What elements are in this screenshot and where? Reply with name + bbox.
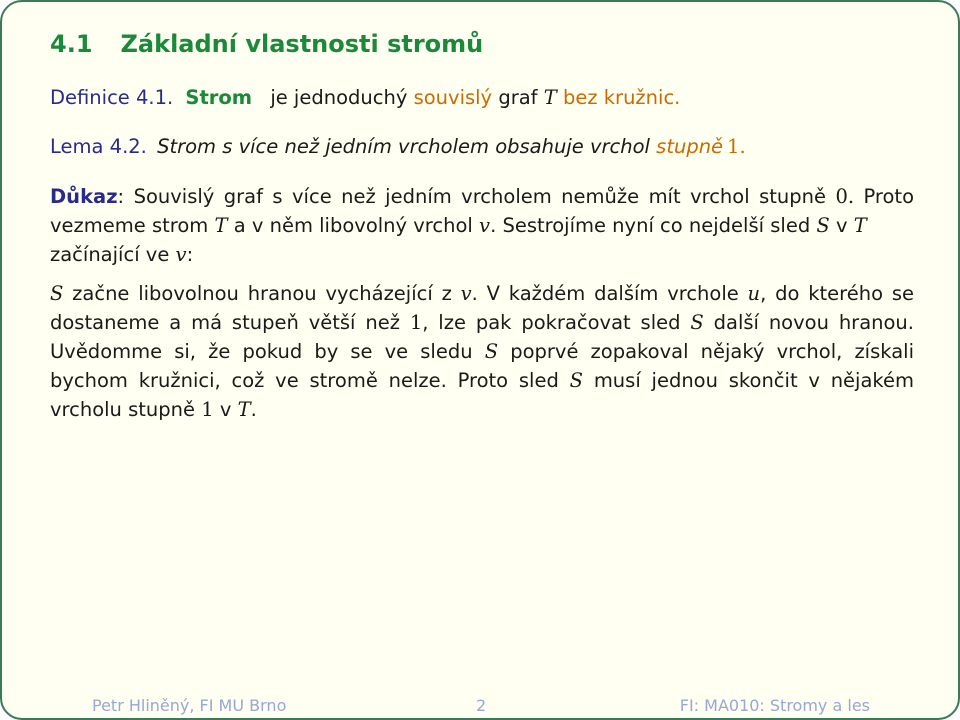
- proof-text: vrcholu stupně: [50, 398, 196, 421]
- proof-label: Důkaz: [50, 185, 118, 208]
- definition-label: Definice 4.1.: [50, 86, 174, 109]
- definition-text-b: graf: [498, 86, 538, 109]
- math-S: S: [484, 340, 499, 363]
- definition-term-connected: souvislý: [413, 86, 493, 109]
- proof-line-6: [50, 340, 914, 363]
- lemma-text: Strom s více než jedním vrcholem obsahuje vrchol: [157, 135, 650, 158]
- math-v: v: [460, 282, 472, 305]
- proof-text: poprvé zopakoval nějaký vrchol, získali: [510, 340, 914, 363]
- proof-text: :: [186, 243, 194, 266]
- proof-line-4: [50, 282, 914, 305]
- proof-text: začne libovolnou hranou vycházející z: [72, 282, 452, 305]
- definition-term-no-cycles: bez kružnic.: [562, 86, 681, 109]
- definition-text-a: je jednoduchý: [270, 86, 408, 109]
- proof-text: bychom kružnici, což ve stromě nelze. Proto sled: [50, 369, 559, 392]
- proof-text: . V každém dalším vrchole: [471, 282, 739, 305]
- proof-text: v: [835, 214, 848, 237]
- proof-line-2: [50, 214, 867, 237]
- lemma-number: 1.: [727, 135, 746, 158]
- proof-line-8: [50, 398, 257, 421]
- math-v: v: [175, 243, 187, 266]
- math-S: S: [690, 311, 704, 334]
- definition: [50, 86, 680, 109]
- proof-text: vezmeme strom: [50, 214, 209, 237]
- section-title-text: Základní vlastnosti stromů: [120, 30, 484, 58]
- math-S: S: [50, 282, 64, 305]
- proof-text: a v něm libovolný vrchol: [233, 214, 473, 237]
- math-T: T: [543, 86, 557, 109]
- math-u: u: [747, 282, 761, 305]
- math-number: 1: [201, 398, 214, 421]
- lemma: [50, 135, 746, 158]
- math-number: 0.: [835, 185, 855, 208]
- proof-text: musí jednou skončit v nějakém: [593, 369, 915, 392]
- section-number: 4.1: [50, 30, 93, 58]
- proof-text: : Souvislý graf s více než jedním vrcholem nemůže mít vrchol stupně: [117, 185, 826, 208]
- lemma-label: Lema 4.2.: [50, 135, 147, 158]
- proof-text: Uvědomme si, že pokud by se ve sledu: [50, 340, 473, 363]
- proof-line-5: [50, 311, 914, 334]
- math-T: T: [853, 214, 867, 237]
- proof-text: , do kterého se: [760, 282, 914, 305]
- lemma-term-degree: stupně: [656, 135, 724, 158]
- math-T: T: [214, 214, 228, 237]
- proof-text: , lze pak pokračovat sled: [422, 311, 681, 334]
- proof-text: další novou hranou.: [713, 311, 914, 334]
- proof-text: Proto: [863, 185, 915, 208]
- math-S: S: [569, 369, 584, 392]
- proof-text: .: [250, 398, 257, 421]
- proof-line-1: [50, 185, 914, 208]
- definition-term: Strom: [185, 86, 253, 109]
- footer-page-number: 2: [476, 696, 487, 715]
- math-T: T: [237, 398, 251, 421]
- footer-course: FI: MA010: Stromy a les: [679, 696, 870, 715]
- proof-text: dostaneme a má stupeň větší než: [50, 311, 400, 334]
- math-number: 1: [409, 311, 423, 334]
- footer-author: Petr Hliněný, FI MU Brno: [92, 696, 287, 715]
- proof-text: v: [219, 398, 232, 421]
- math-S: S: [816, 214, 830, 237]
- proof-line-7: [50, 369, 914, 392]
- proof-text: . Sestrojíme nyní co nejdelší sled: [490, 214, 811, 237]
- section-title: [50, 30, 483, 58]
- proof-text: začínající ve: [50, 243, 170, 266]
- proof-line-3: [50, 243, 193, 266]
- math-v: v: [479, 214, 491, 237]
